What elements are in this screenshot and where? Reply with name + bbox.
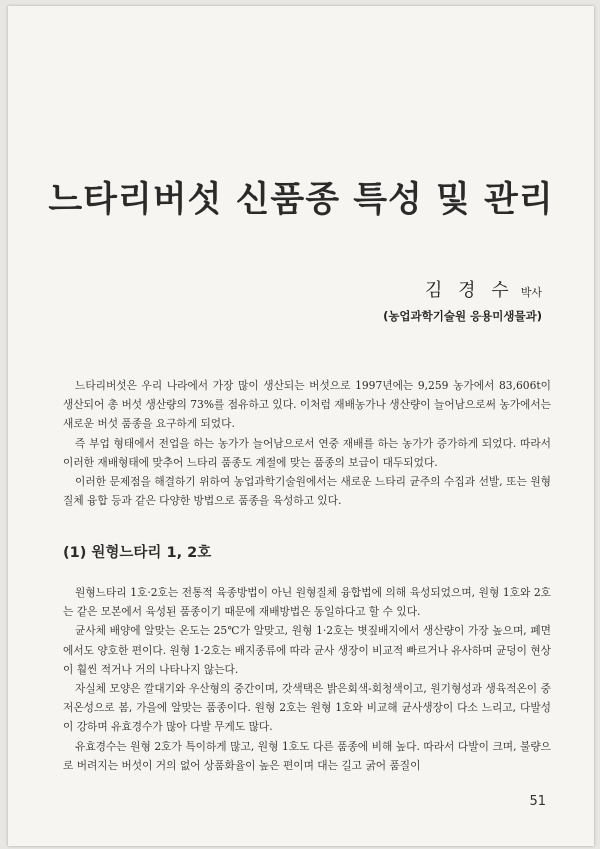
paragraph: 균사체 배양에 알맞는 온도는 25℃가 알맞고, 원형 1·2호는 볏짚배지에서 생산량이 가장 높으며, 폐면에서도 양호한 편이다. 원형 1·2호는 배지종류에 따라 균사 생장이 비교적 빠르거나 유사하며 균덩이 현상이 훨씬 적거나 거의 나타나지 않는다. <box>63 624 551 676</box>
paragraph: 원형느타리 1호·2호는 전통적 육종방법이 아닌 원형질체 융합법에 의해 육성되었으며, 원형 1호와 2호는 같은 모본에서 육성된 품종이기 때문에 재배방법은 동일하다고 할 수 있다. <box>63 586 551 619</box>
author-title: 박사 <box>520 286 542 299</box>
paragraph: 자실체 모양은 깔대기와 우산형의 중간이며, 갓색택은 밝은회색-회청색이고, 원기형성과 생육적온이 중저온성으로 봄, 가을에 알맞는 품종이다. 원형 2호는 원형 1호와 비교해 균사생장이 다소 느리고, 다발성이 강하며 유효경수가 많아 다발 무게도 많다. <box>63 682 551 734</box>
intro-section <box>63 376 551 510</box>
paragraph: 유효경수는 원형 2호가 특이하게 많고, 원형 1호도 다른 품종에 비해 높다. 따라서 다발이 크며, 불량으로 버려지는 버섯이 거의 없어 상품화율이 높은 편이며 대는 길고 굵어 품질이 <box>63 739 551 772</box>
page-number: 51 <box>529 794 546 809</box>
page-title: 느타리버섯 신품종 특성 및 관리 <box>48 180 554 220</box>
section-body <box>63 583 551 775</box>
paragraph: 이러한 문제점을 해결하기 위하여 농업과학기술원에서는 새로운 느타리 균주의 수집과 선발, 또는 원형질체 융합 등과 같은 다양한 방법으로 품종을 육성하고 있다. <box>63 475 551 508</box>
author-affiliation: (농업과학기술원 응용미생물과) <box>383 309 542 323</box>
document-page <box>8 6 594 846</box>
author-byline <box>425 276 542 302</box>
section-heading: (1) 원형느타리 1, 2호 <box>63 545 212 561</box>
paragraph: 즉 부업 형태에서 전업을 하는 농가가 늘어남으로서 연중 재배를 하는 농가가 증가하게 되었다. 따라서 이러한 재배형태에 맞추어 느타리 품종도 계절에 맞는 품종의 보급이 대두되었다. <box>63 436 551 469</box>
paragraph: 느타리버섯은 우리 나라에서 가장 많이 생산되는 버섯으로 1997년에는 9,259 농가에서 83,606t이 생산되어 총 버섯 생산량의 73%를 점유하고 있다. 이처럼 재배농가나 생산량이 늘어남으로써 농가에서는 새로운 버섯 품종을 요구하게 되었다. <box>63 379 551 431</box>
author-name: 김 경 수 <box>425 280 514 301</box>
